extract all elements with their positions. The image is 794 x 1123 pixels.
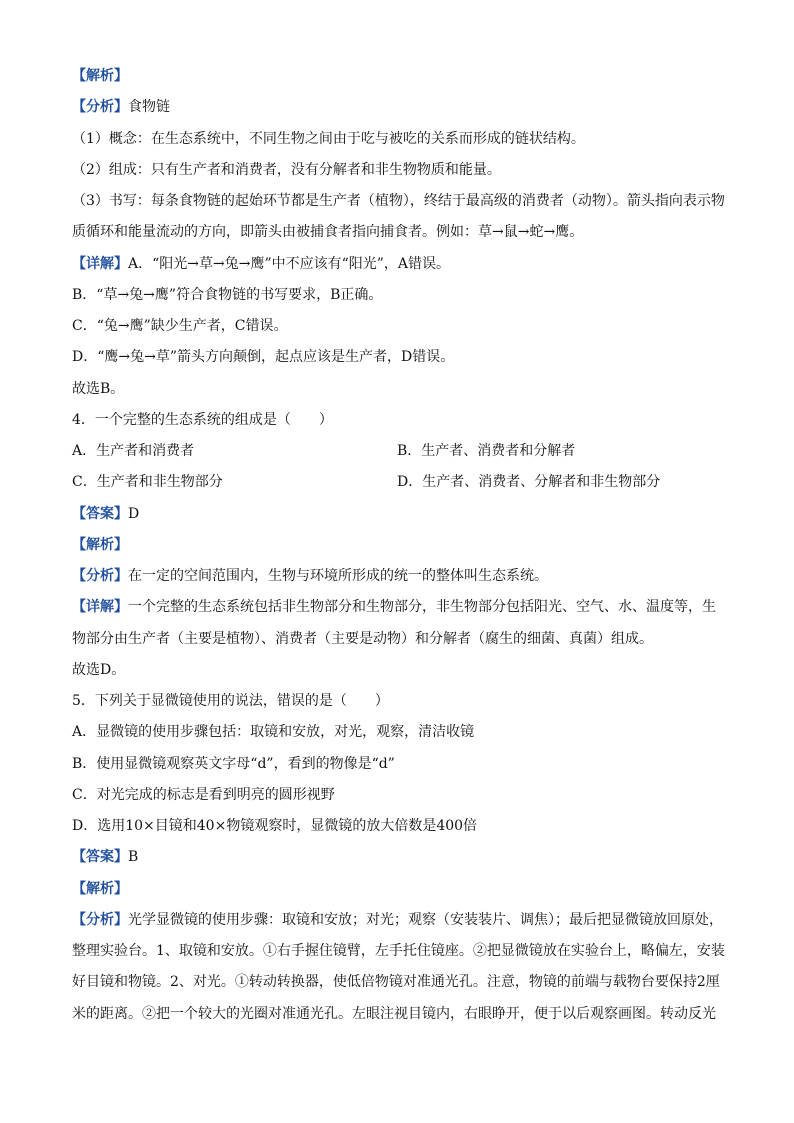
text-line: 质循环和能量流动的方向，即箭头由被捕食者指向捕食者。例如：草→鼠→蛇→鹰。 — [72, 224, 584, 240]
text-line: 【分析】光学显微镜的使用步骤：取镜和安放；对光；观察（安装装片、调焦）；最后把显微镜放回原处， — [72, 912, 723, 928]
q4-option-c: C．生产者和非生物部分 — [72, 474, 223, 490]
question-5-stem: 5．下列关于显微镜使用的说法，错误的是（ ） — [72, 693, 389, 709]
text-line: 【分析】食物链 — [72, 99, 170, 115]
answer-line: 【答案】B — [72, 849, 139, 865]
text-line: D．“鹰→兔→草”箭头方向颠倒，起点应该是生产者，D错误。 — [72, 349, 455, 365]
text-line: C．“兔→鹰”缺少生产者，C错误。 — [72, 318, 288, 334]
text-line: 【解析】 — [72, 881, 128, 897]
text-line: 整理实验台。1、取镜和安放。①右手握住镜臂，左手托住镜座。②把显微镜放在实验台上，略偏左，安装 — [72, 943, 725, 959]
text-line: 米的距离。②把一个较大的光圈对准通光孔。左眼注视目镜内，右眼睁开，便于以后观察画图。转动反光 — [72, 1006, 716, 1022]
q5-option-d: D．选用10×目镜和40×物镜观察时，显微镜的放大倍数是400倍 — [72, 818, 478, 834]
text-line: （2）组成：只有生产者和消费者，没有分解者和非生物物质和能量。 — [72, 162, 501, 178]
text-line: B．“草→兔→鹰”符合食物链的书写要求，B正确。 — [72, 287, 383, 303]
q5-option-a: A．显微镜的使用步骤包括：取镜和安放，对光，观察，清洁收镜 — [72, 724, 475, 740]
text-line: 【解析】 — [72, 537, 128, 553]
text-line: 【解析】 — [72, 68, 128, 84]
q4-option-a: A．生产者和消费者 — [72, 443, 195, 459]
text-line: 故选D。 — [72, 662, 126, 678]
text-line: 【详解】一个完整的生态系统包括非生物部分和生物部分，非生物部分包括阳光、空气、水、温度等，生 — [72, 599, 716, 615]
text-line: 【分析】在一定的空间范围内，生物与环境所形成的统一的整体叫生态系统。 — [72, 568, 548, 584]
question-4-stem: 4．一个完整的生态系统的组成是（ ） — [72, 412, 333, 428]
text-line: 【详解】A．“阳光→草→兔→鹰”中不应该有“阳光”，A错误。 — [72, 256, 451, 272]
text-line: （3）书写：每条食物链的起始环节都是生产者（植物），终结于最高级的消费者（动物）。箭头指向表示物 — [72, 193, 725, 209]
q4-option-d: D．生产者、消费者、分解者和非生物部分 — [397, 474, 661, 490]
q5-option-c: C．对光完成的标志是看到明亮的圆形视野 — [72, 787, 335, 803]
text-line: （1）概念：在生态系统中，不同生物之间由于吃与被吃的关系而形成的链状结构。 — [72, 131, 585, 147]
q5-option-b: B．使用显微镜观察英文字母“d”，看到的物像是“d” — [72, 756, 395, 772]
answer-line: 【答案】D — [72, 506, 140, 522]
text-line: 故选B。 — [72, 381, 125, 397]
text-line: 物部分由生产者（主要是植物）、消费者（主要是动物）和分解者（腐生的细菌、真菌）组成。 — [72, 631, 653, 647]
text-line: 好目镜和物镜。2、对光。①转动转换器，使低倍物镜对准通光孔。注意，物镜的前端与载物台要保持2厘 — [72, 974, 720, 990]
q4-option-b: B．生产者、消费者和分解者 — [397, 443, 576, 459]
